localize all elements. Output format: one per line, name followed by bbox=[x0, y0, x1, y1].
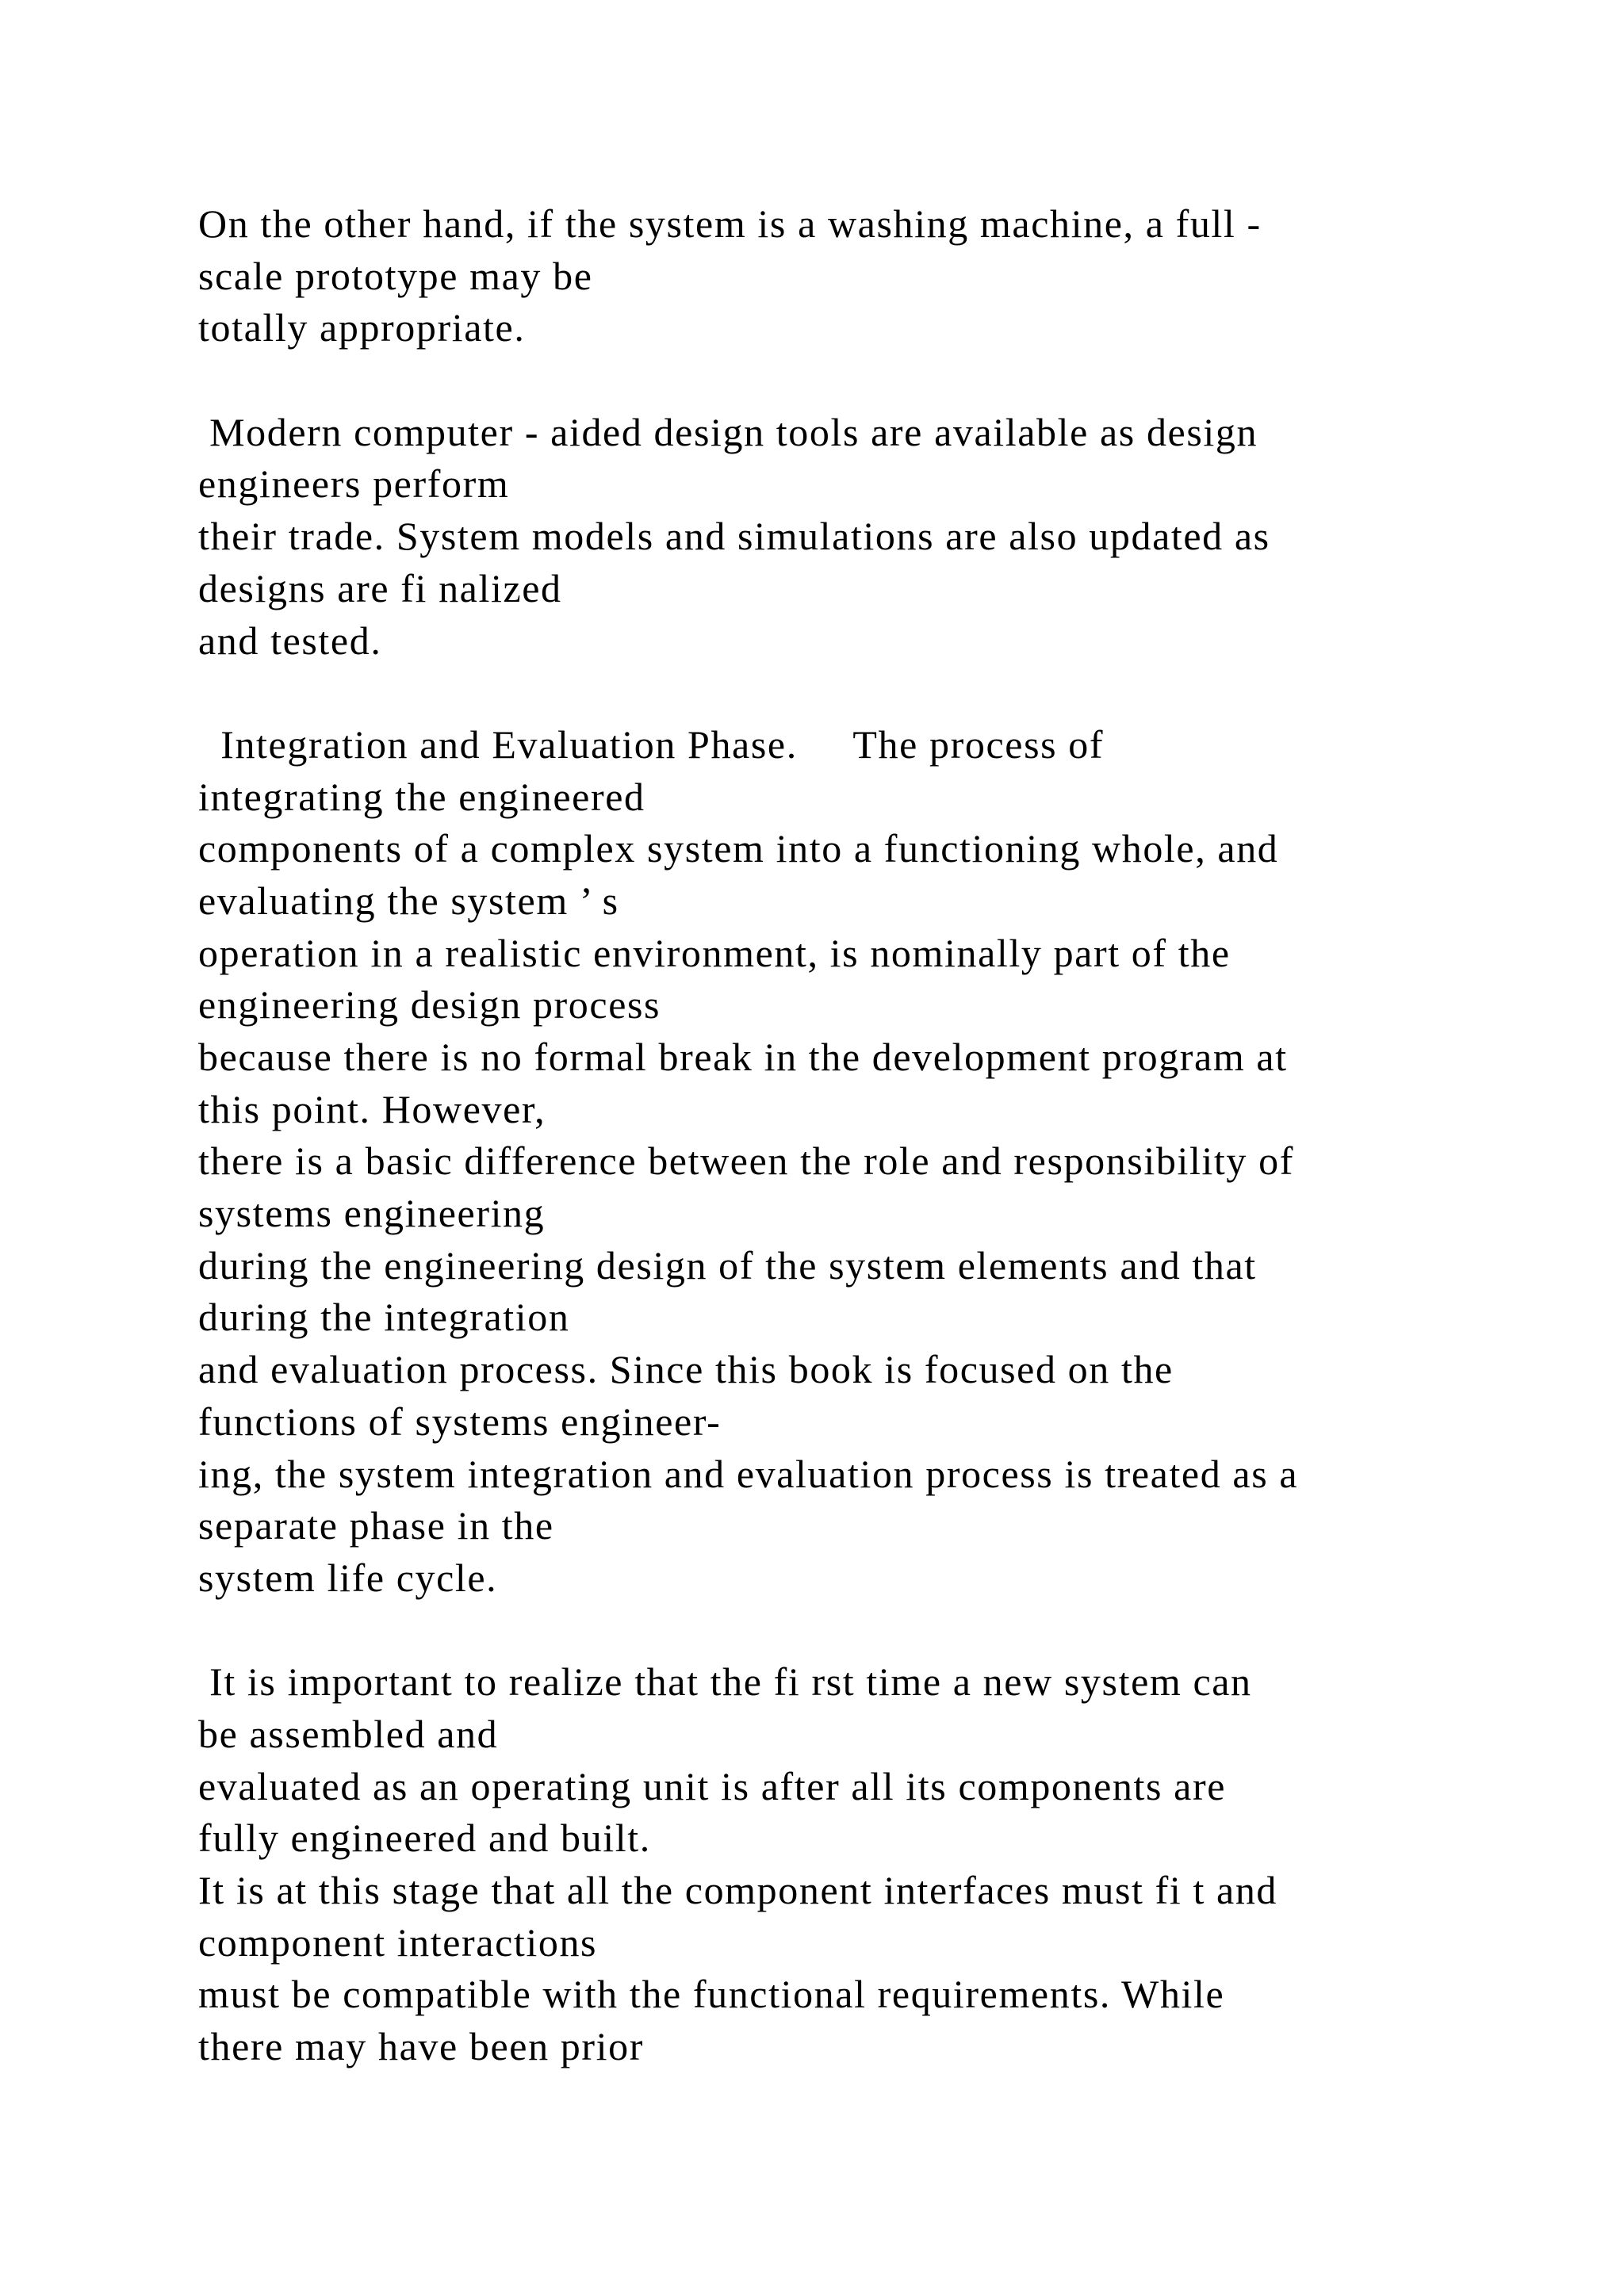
text-line: It is important to realize that the fi rst time a new system can bbox=[198, 1659, 1252, 1705]
text-line: fully engineered and built. bbox=[198, 1816, 651, 1861]
text-line: be assembled and bbox=[198, 1711, 499, 1756]
text-line: Modern computer - aided design tools are available as design bbox=[198, 409, 1258, 454]
text-line: evaluating the system ’ s bbox=[198, 878, 619, 923]
text-line: It is at this stage that all the component interfaces must fi t and bbox=[198, 1868, 1278, 1912]
document-text-body bbox=[198, 198, 1546, 2073]
text-line: On the other hand, if the system is a washing machine, a full - bbox=[198, 201, 1262, 246]
paragraph-spacer bbox=[198, 667, 1546, 719]
text-line: during the integration bbox=[198, 1295, 570, 1340]
text-line: designs are fi nalized bbox=[198, 565, 562, 610]
text-line: component interactions bbox=[198, 1919, 598, 1965]
text-line: and evaluation process. Since this book is focused on the bbox=[198, 1347, 1174, 1392]
text-line: system life cycle. bbox=[198, 1555, 498, 1600]
text-line: systems engineering bbox=[198, 1191, 546, 1236]
text-line: separate phase in the bbox=[198, 1503, 554, 1548]
paragraph bbox=[198, 1656, 1546, 2073]
text-line: scale prototype may be bbox=[198, 253, 593, 298]
paragraph-spacer bbox=[198, 1605, 1546, 1657]
text-line: engineering design process bbox=[198, 982, 661, 1027]
text-line: this point. However, bbox=[198, 1086, 546, 1131]
text-line: evaluated as an operating unit is after all its components are bbox=[198, 1763, 1227, 1808]
text-line: components of a complex system into a functioning whole, and bbox=[198, 826, 1279, 871]
text-line: functions of systems engineer- bbox=[198, 1399, 722, 1444]
text-line: operation in a realistic environment, is nominally part of the bbox=[198, 930, 1231, 975]
text-line: integrating the engineered bbox=[198, 774, 645, 819]
text-line: Integration and Evaluation Phase. The process of bbox=[198, 721, 1105, 767]
paragraph-spacer bbox=[198, 354, 1546, 407]
text-line: their trade. System models and simulations are also updated as bbox=[198, 514, 1270, 559]
paragraph bbox=[198, 198, 1546, 354]
paragraph bbox=[198, 719, 1546, 1605]
text-line: and tested. bbox=[198, 618, 382, 663]
text-line: must be compatible with the functional requirements. While bbox=[198, 1972, 1225, 2017]
text-line: during the engineering design of the system elements and that bbox=[198, 1242, 1257, 1288]
text-line: there is a basic difference between the role and responsibility of bbox=[198, 1138, 1294, 1184]
text-line: engineers perform bbox=[198, 461, 510, 507]
text-line: there may have been prior bbox=[198, 2024, 644, 2069]
text-line: because there is no formal break in the development program at bbox=[198, 1035, 1288, 1079]
paragraph bbox=[198, 407, 1546, 667]
text-line: totally appropriate. bbox=[198, 305, 526, 350]
text-line: ing, the system integration and evaluation process is treated as a bbox=[198, 1451, 1299, 1496]
